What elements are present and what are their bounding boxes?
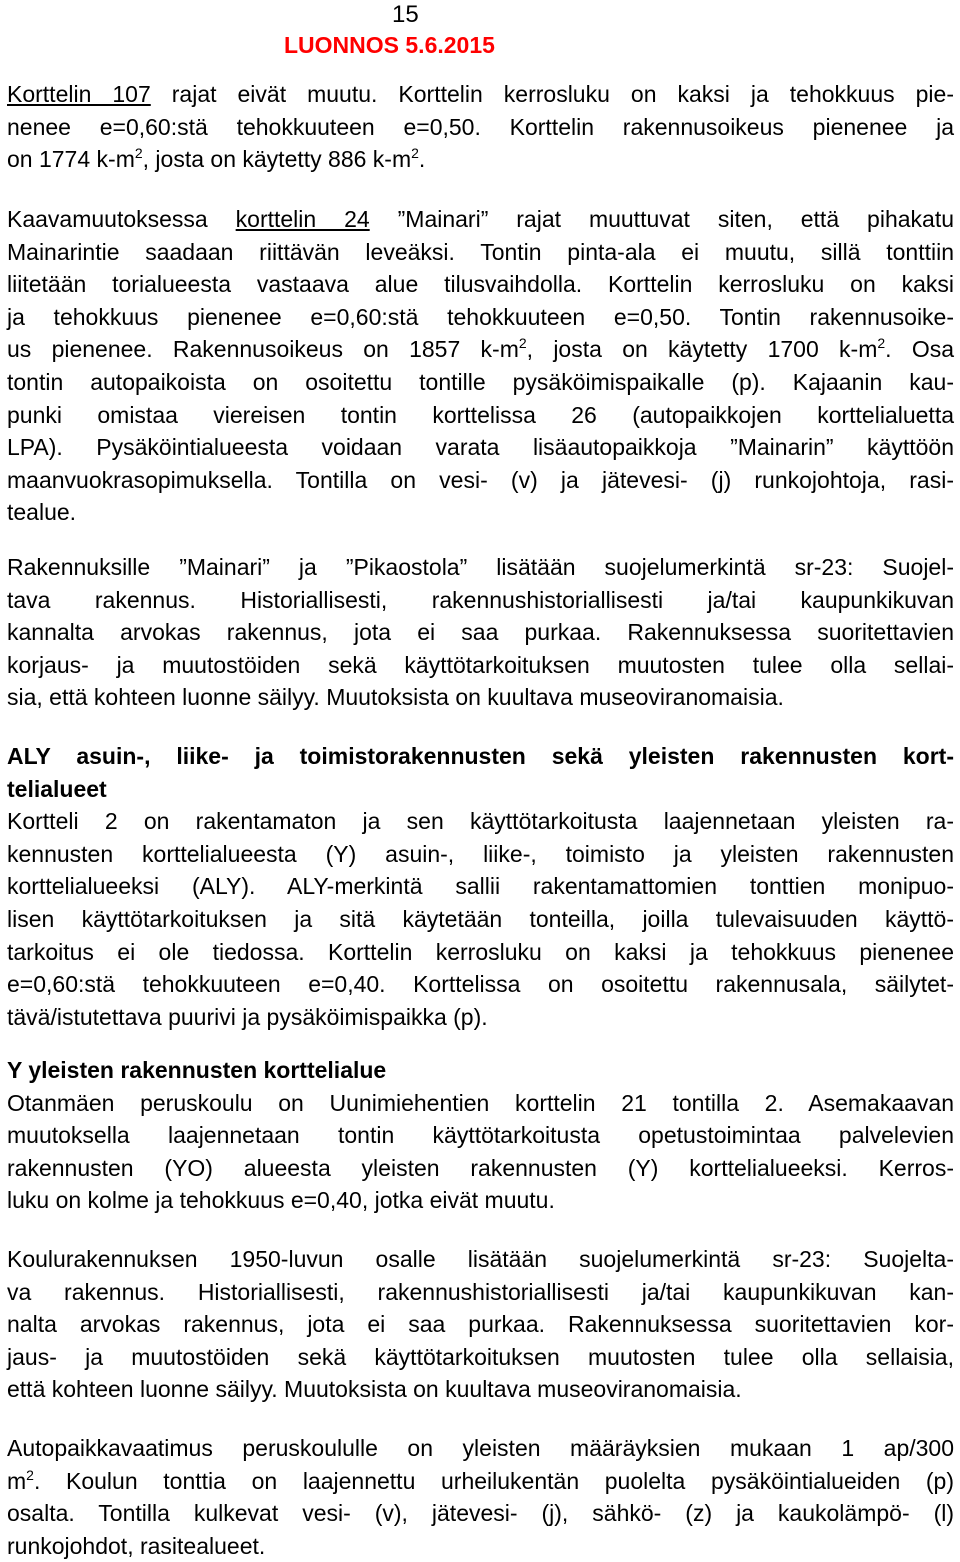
text-line <box>7 143 954 176</box>
section-heading: telialueet <box>7 775 107 802</box>
text-line: punki omistaa viereisen tontin korttelissa 26 (autopaikkojen korttelialuetta <box>7 401 954 428</box>
superscript: 2 <box>518 335 527 352</box>
text-line: liitetään torialueesta vastaava alue tilusvaihdolla. Korttelin kerrosluku on kaksi <box>7 271 954 298</box>
text-line: ja tehokkuus pienenee e=0,60:stä tehokkuuteen e=0,50. Tontin rakennusoike- <box>7 303 954 330</box>
text-line: korttelialueeksi (ALY). ALY-merkintä sallii rakentamattomien tonttien monipuo- <box>7 873 954 900</box>
text-fragment: m <box>7 1467 27 1494</box>
draft-label: LUONNOS 5.6.2015 <box>284 32 495 58</box>
text-line: tealue. <box>7 499 77 526</box>
text-line <box>7 203 954 236</box>
paragraph-block-24 <box>7 203 954 529</box>
text-line: Rakennuksille ”Mainari” ja ”Pikaostola” lisätään suojelumerkintä sr-23: Suojel- <box>7 554 954 580</box>
text-line: luku on kolme ja tehokkuus e=0,40, jotka eivät muutu. <box>7 1187 555 1214</box>
paragraph-protection-school <box>7 1243 954 1406</box>
block-24-link[interactable]: korttelin 24 <box>235 206 370 232</box>
text-line: tontin autopaikoista on osoitettu tontille pysäköimispaikalle (p). Kajaanin kau- <box>7 368 954 395</box>
text-fragment: Kaavamuutoksessa <box>7 206 236 232</box>
paragraph-protection-mainari <box>7 551 954 714</box>
text-line: kennusten korttelialueesta (Y) asuin-, liike-, toimisto ja yleisten rakennusten <box>7 840 954 867</box>
paragraph-block-107 <box>7 78 954 176</box>
text-line <box>7 333 954 366</box>
superscript: 2 <box>877 335 886 352</box>
text-line: Koulurakennuksen 1950-luvun osalle lisätään suojelumerkintä sr-23: Suojelta- <box>7 1246 954 1272</box>
text-line: tava rakennus. Historiallisesti, rakennushistoriallisesti ja/tai kaupunkikuvan <box>7 586 954 613</box>
text-fragment: us pienenee. Rakennusoikeus on 1857 k-m <box>7 336 519 363</box>
text-line: maanvuokrasopimuksella. Tontilla on vesi- (v) ja jätevesi- (j) runkojohtoja, rasi- <box>7 466 954 493</box>
text-line: va rakennus. Historiallisesti, rakennushistoriallisesti ja/tai kaupunkikuvan kan- <box>7 1278 954 1305</box>
text-line: rakennusten (YO) alueesta yleisten rakennusten (Y) korttelialueeksi. Kerros- <box>7 1154 954 1181</box>
text-line: muutoksella laajennetaan tontin käyttötarkoitusta opetustoimintaa palvelevien <box>7 1122 954 1149</box>
text-fragment: rajat eivät muutu. Korttelin kerrosluku on kaksi ja tehokkuus pie- <box>150 81 954 107</box>
text-line: tarkoitus ei ole tiedossa. Korttelin kerrosluku on kaksi ja tehokkuus pienenee <box>7 938 954 965</box>
text-line: sia, että kohteen luonne säilyy. Muutoksista on kuultava museoviranomaisia. <box>7 684 784 711</box>
page-header <box>0 0 960 62</box>
text-line: Mainarintie saadaan riittävän leveäksi. Tontin pinta-ala ei muutu, sillä tonttiin <box>7 238 954 265</box>
text-line <box>7 1465 954 1498</box>
paragraph-y <box>7 1054 954 1217</box>
text-line: jaus- ja muutostöiden sekä käyttötarkoituksen muutosten tulee olla sellaisia, <box>7 1343 954 1370</box>
text-fragment: ”Mainari” rajat muuttuvat siten, että pihakatu <box>369 206 954 232</box>
block-107-link[interactable]: Korttelin 107 <box>7 81 151 107</box>
text-fragment: , josta on käytetty 1700 k-m <box>526 336 878 363</box>
page-number: 15 <box>392 1 419 28</box>
text-fragment: . Koulun tonttia on laajennettu urheilukentän puolelta pysäköintialueiden (p) <box>33 1467 954 1494</box>
text-line: että kohteen luonne säilyy. Muutoksista on kuultava museoviranomaisia. <box>7 1376 742 1403</box>
text-line: korjaus- ja muutostöiden sekä käyttötarkoituksen muutosten tulee olla sellai- <box>7 651 954 678</box>
superscript: 2 <box>134 145 143 162</box>
paragraph-aly <box>7 740 954 1033</box>
text-fragment: on 1774 k-m <box>7 146 135 173</box>
text-line: Kortteli 2 on rakentamaton ja sen käyttötarkoitusta laajennetaan yleisten ra- <box>7 808 954 835</box>
text-line: nenee e=0,60:stä tehokkuuteen e=0,50. Korttelin rakennusoikeus pienenee ja <box>7 113 954 140</box>
superscript: 2 <box>411 145 419 162</box>
paragraph-parking <box>7 1432 954 1562</box>
text-line: LPA). Pysäköintialueesta voidaan varata lisäautopaikkoja ”Mainarin” käyttöön <box>7 434 954 461</box>
text-line: Otanmäen peruskoulu on Uunimiehentien korttelin 21 tontilla 2. Asemakaavan <box>7 1089 954 1116</box>
text-line: runkojohdot, rasitealueet. <box>7 1532 266 1559</box>
text-line: kannalta arvokas rakennus, jota ei saa purkaa. Rakennuksessa suoritettavien <box>7 619 954 646</box>
text-fragment: . Osa <box>885 336 955 363</box>
section-heading: Y yleisten rakennusten korttelialue <box>7 1057 387 1083</box>
text-line: tävä/istutettava puurivi ja pysäköimispaikka (p). <box>7 1003 488 1030</box>
text-fragment: . <box>418 146 426 173</box>
superscript: 2 <box>26 1466 34 1483</box>
text-line: Autopaikkavaatimus peruskoululle on yleisten määräyksien mukaan 1 ap/300 <box>7 1435 954 1461</box>
text-line: e=0,60:stä tehokkuuteen e=0,40. Korttelissa on osoitettu rakennusala, säilytet- <box>7 971 954 998</box>
text-line: osalta. Tontilla kulkevat vesi- (v), jätevesi- (j), sähkö- (z) ja kaukolämpö- (l) <box>7 1500 954 1527</box>
text-line: lisen käyttötarkoituksen ja sitä käytetään tonteilla, joilla tulevaisuuden käyttö- <box>7 905 954 932</box>
text-line: nalta arvokas rakennus, jota ei saa purkaa. Rakennuksessa suoritettavien kor- <box>7 1311 954 1338</box>
text-line <box>7 78 954 111</box>
text-fragment: , josta on käytetty 886 k-m <box>142 146 412 173</box>
section-heading: ALY asuin-, liike- ja toimistorakennusten sekä yleisten rakennusten kort- <box>7 743 954 769</box>
